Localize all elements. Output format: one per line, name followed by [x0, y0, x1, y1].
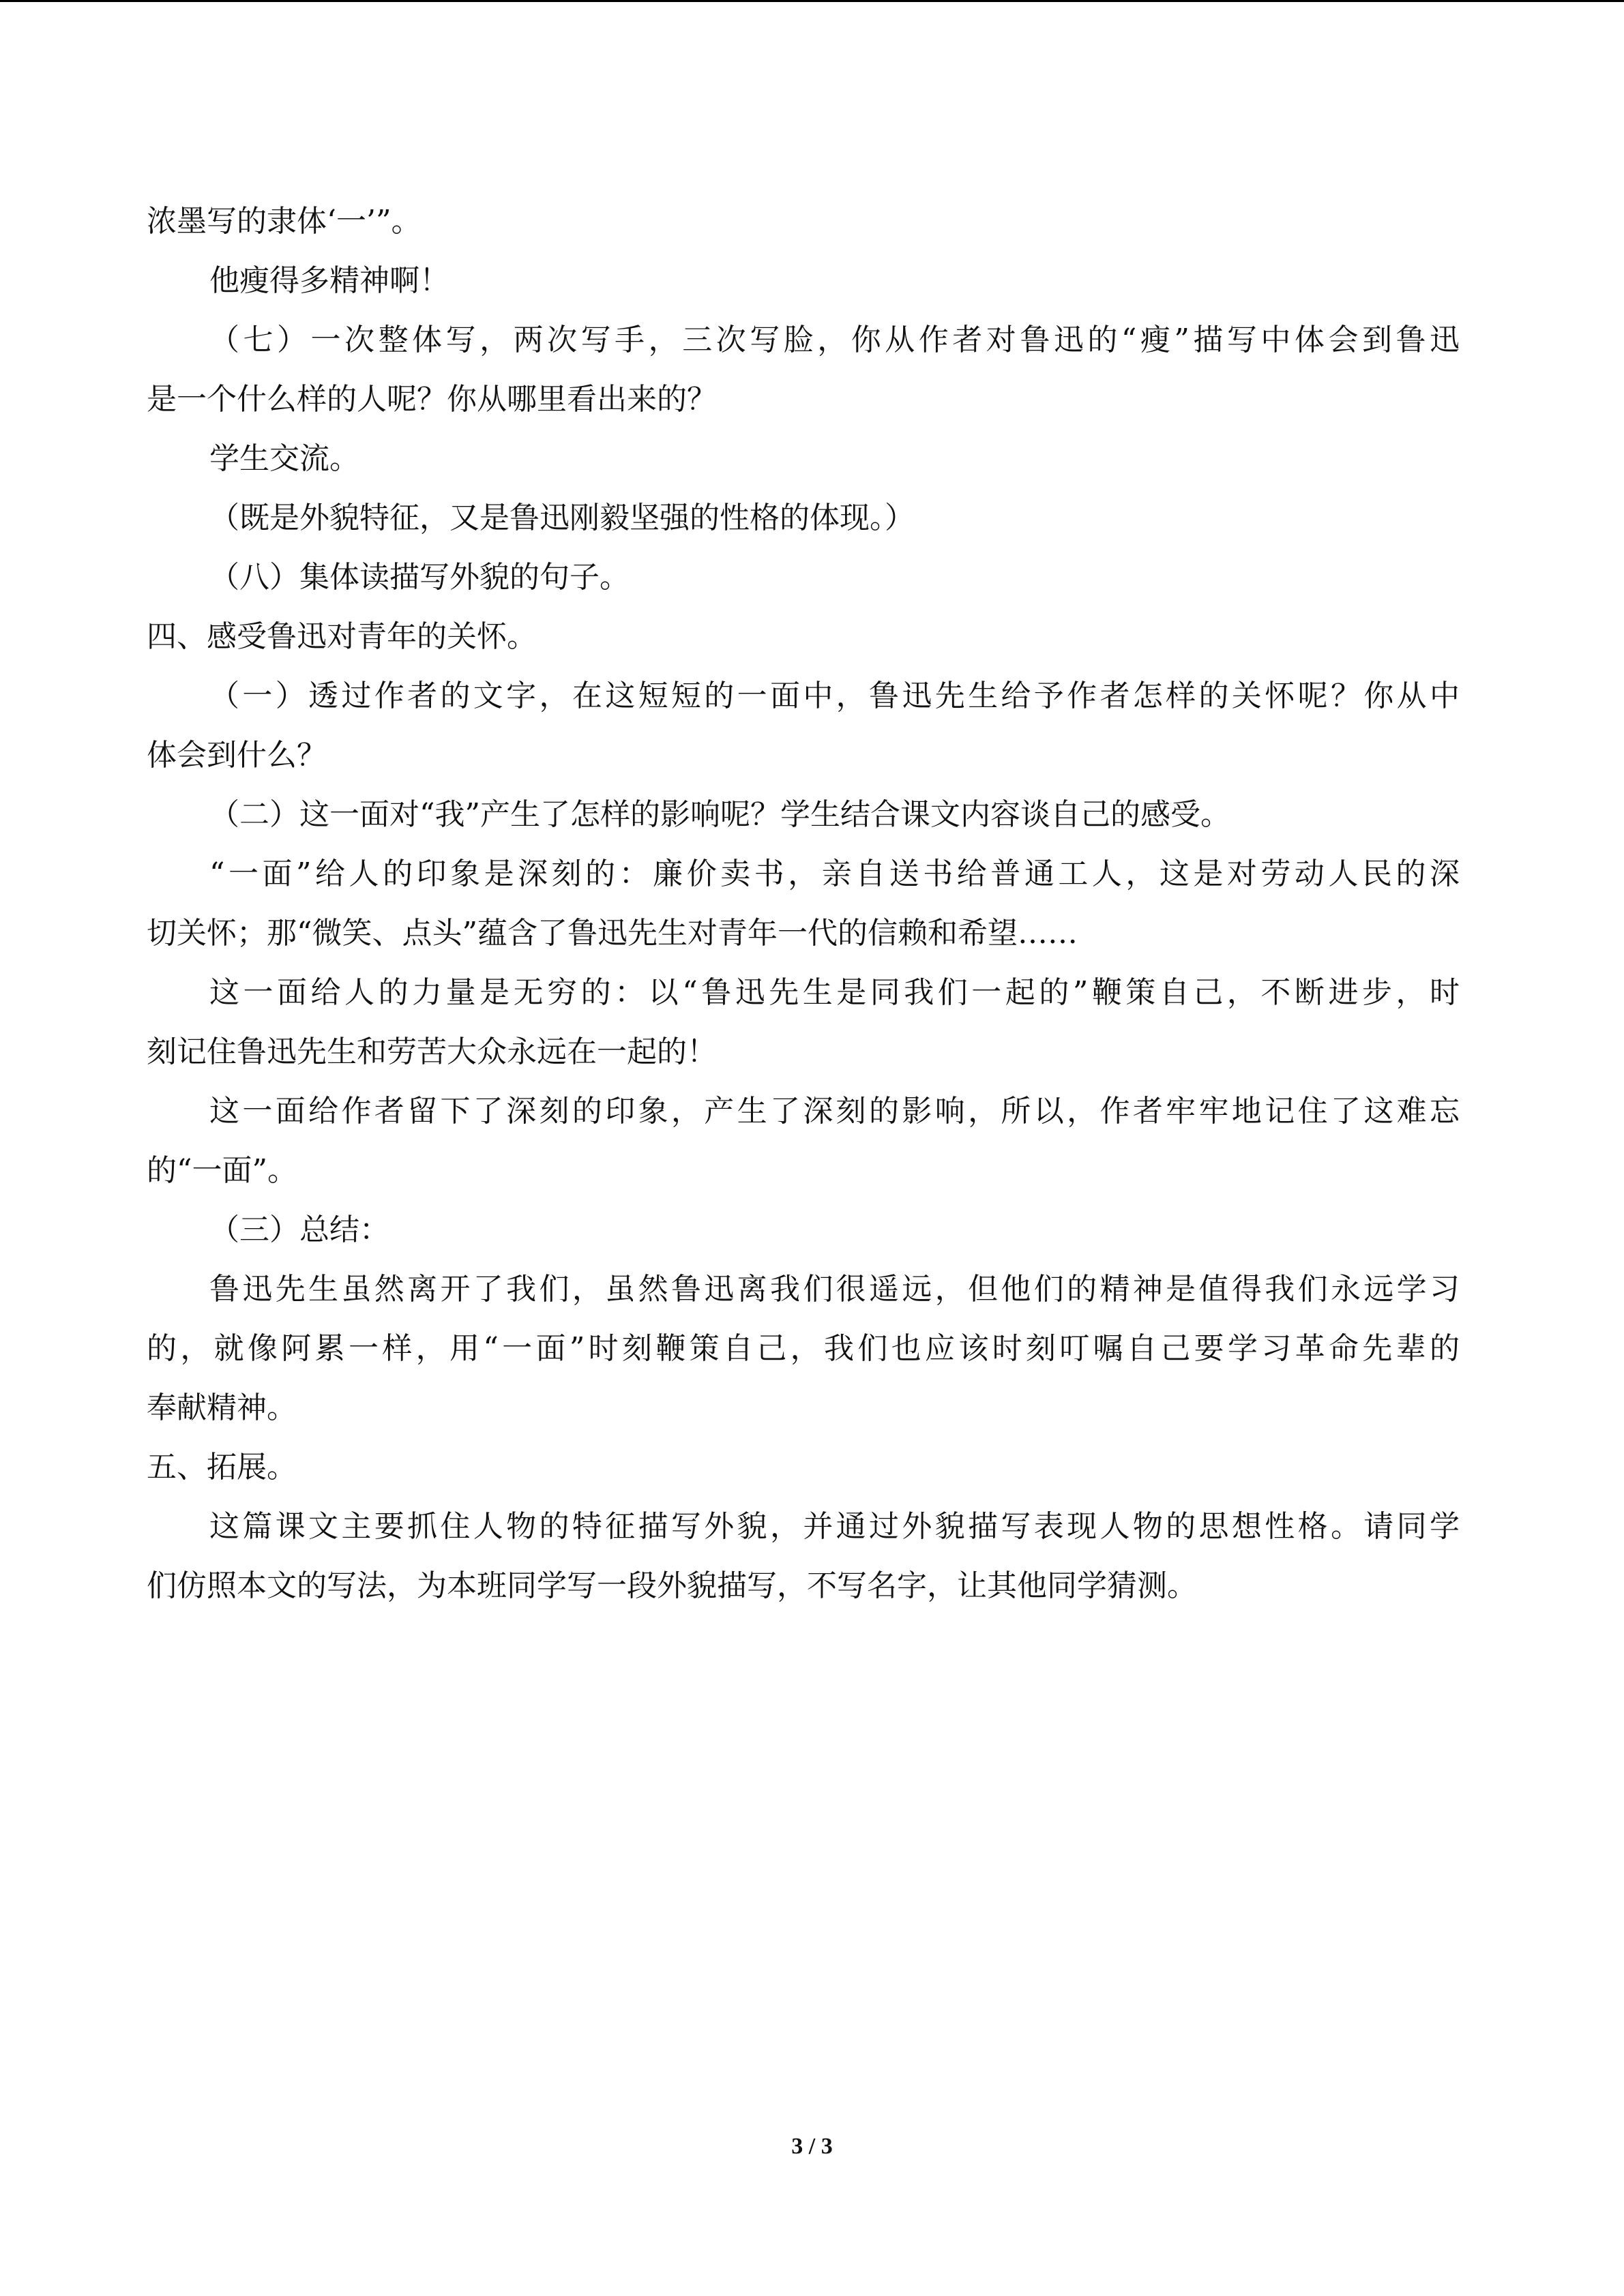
- text-line: （既是外貌特征，又是鲁迅刚毅坚强的性格的体现。）: [209, 501, 915, 535]
- text-line: （三）总结：: [209, 1212, 389, 1247]
- page-number: 3 / 3: [791, 2134, 833, 2159]
- text-line: 体会到什么？: [147, 738, 327, 773]
- text-line: 刻记住鲁迅先生和劳苦大众永远在一起的！: [147, 1034, 717, 1069]
- text-line: 鲁迅先生虽然离开了我们，虽然鲁迅离我们很遥远，但他们的精神是值得我们永远学习: [209, 1272, 1460, 1307]
- text-line: 的，就像阿累一样，用“一面”时刻鞭策自己，我们也应该时刻叮嘱自己要学习革命先辈的: [147, 1331, 1460, 1366]
- text-line: （一）透过作者的文字，在这短短的一面中，鲁迅先生给予作者怎样的关怀呢？你从中: [209, 679, 1460, 713]
- text-line: 的“一面”。: [147, 1153, 297, 1188]
- section-heading: 四、感受鲁迅对青年的关怀。: [147, 619, 537, 654]
- text-line: 学生交流。: [209, 441, 359, 476]
- page-top-border: [0, 0, 1624, 2]
- text-line: 浓墨写的隶体‘一’”。: [147, 204, 422, 239]
- text-line: “一面”给人的印象是深刻的：廉价卖书，亲自送书给普通工人，这是对劳动人民的深: [209, 856, 1460, 891]
- section-heading: 五、拓展。: [147, 1450, 297, 1485]
- text-line: 奉献精神。: [147, 1390, 297, 1425]
- text-line: （二）这一面对“我”产生了怎样的影响呢？学生结合课文内容谈自己的感受。: [209, 797, 1230, 832]
- text-line: 是一个什么样的人呢？你从哪里看出来的？: [147, 382, 717, 417]
- text-line: （七）一次整体写，两次写手，三次写脸，你从作者对鲁迅的“瘦”描写中体会到鲁迅: [209, 323, 1460, 357]
- text-line: （八）集体读描写外貌的句子。: [209, 560, 630, 595]
- text-line: 们仿照本文的写法，为本班同学写一段外貌描写，不写名字，让其他同学猜测。: [147, 1568, 1197, 1603]
- text-line: 切关怀；那“微笑、点头”蕴含了鲁迅先生对青年一代的信赖和希望……: [147, 916, 1078, 951]
- text-line: 这一面给人的力量是无穷的：以“鲁迅先生是同我们一起的”鞭策自己，不断进步，时: [209, 975, 1460, 1010]
- text-line: 他瘦得多精神啊！: [209, 263, 449, 298]
- text-line: 这篇课文主要抓住人物的特征描写外貌，并通过外貌描写表现人物的思想性格。请同学: [209, 1509, 1460, 1544]
- text-line: 这一面给作者留下了深刻的印象，产生了深刻的影响，所以，作者牢牢地记住了这难忘: [209, 1094, 1460, 1129]
